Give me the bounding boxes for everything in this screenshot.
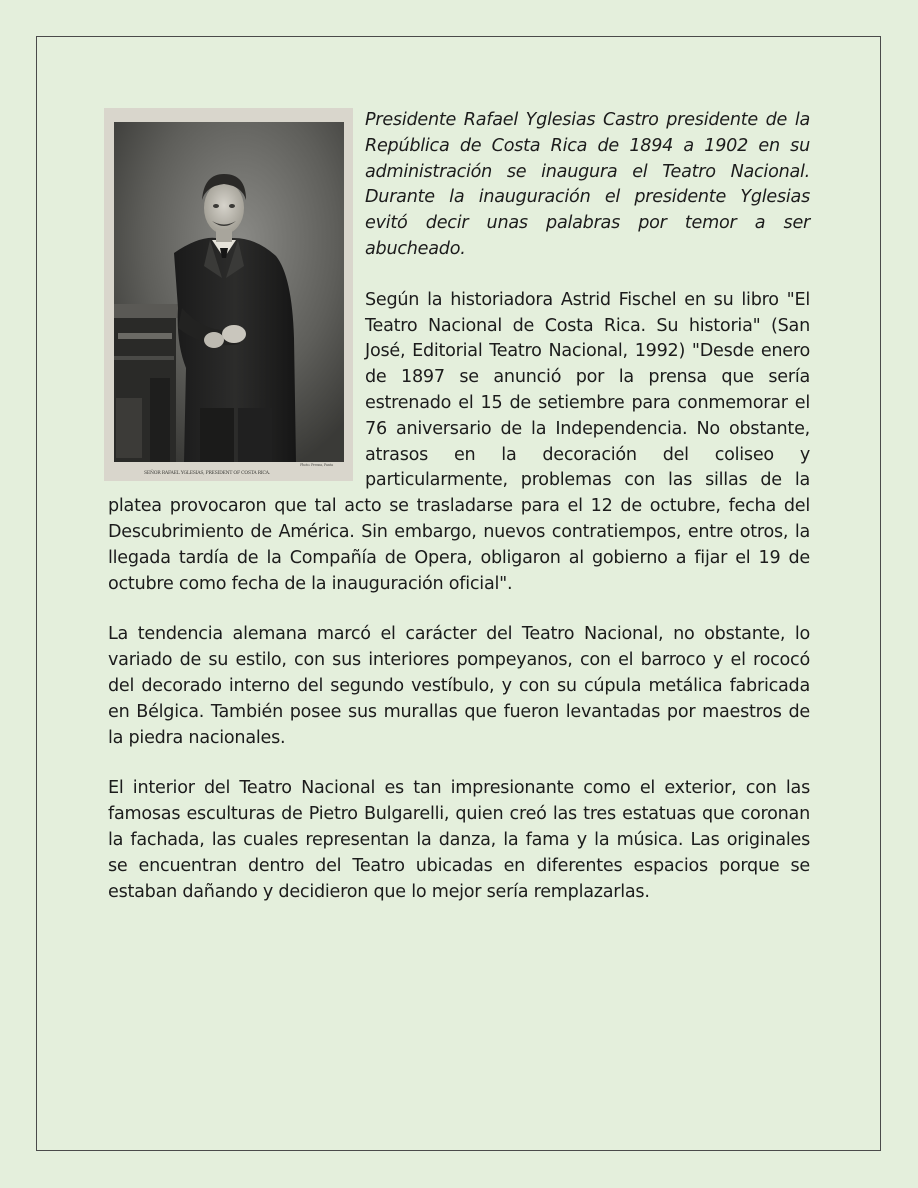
paragraph-german-style: La tendencia alemana marcó el carácter del Teatro Nacional, no obstante, lo variado de su estilo, con sus interiores pompeyanos, con el barroco y el rococó del decorado interno del segundo vestíbulo, y con su cúpula metálica fabricada en Bélgica. También posee sus murallas que fueron levantadas por maestros de la piedra nacionales. bbox=[108, 624, 810, 748]
photo-caption-paragraph: Presidente Rafael Yglesias Castro presidente de la República de Costa Rica de 1894 a 1902 en su administración se inaugura el Teatro Nacional. Durante la inauguración el presidente Yglesias evitó decir unas palabras por temor a ser abucheado. bbox=[365, 110, 810, 259]
portrait-image bbox=[104, 108, 353, 481]
paragraph-fischel-quote: Según la historiadora Astrid Fischel en su libro "El Teatro Nacional de Costa Rica. Su historia" (San José, Editorial Teatro Nacional, 1992) "Desde enero de 1897 se anunció por la prensa que sería estrenado el 15 de setiembre para conmemorar el 76 aniversario de la Independencia. No obstante, atrasos en la decoración del coliseo y particularmente, problemas con las sillas de la platea provocaron que tal acto se trasladarse para el 12 de octubre, fecha del Descubrimiento de América. Sin embargo, nuevos contratiempos, entre otros, la llegada tardía de la Compañía de Opera, obligaron al gobierno a fijar el 19 de octubre como fecha de la inauguración oficial". bbox=[108, 289, 810, 594]
president-portrait-photo bbox=[104, 108, 353, 481]
face-shape bbox=[204, 182, 244, 234]
photo-caption: SEÑOR RAFAEL YGLESIAS, PRESIDENT OF COSTA RICA. bbox=[144, 471, 270, 476]
photo-credit: Photo. Prensa, Panta bbox=[300, 463, 333, 467]
paragraph-interior-sculptures: El interior del Teatro Nacional es tan impresionante como el exterior, con las famosas esculturas de Pietro Bulgarelli, quien creó las tres estatuas que coronan la fachada, las cuales representan la danza, la fama y la música. Las originales se encuentran dentro del Teatro ubicadas en diferentes espacios porque se estaban dañando y decidieron que lo mejor sería remplazarlas. bbox=[108, 778, 810, 902]
document-body bbox=[108, 108, 810, 930]
